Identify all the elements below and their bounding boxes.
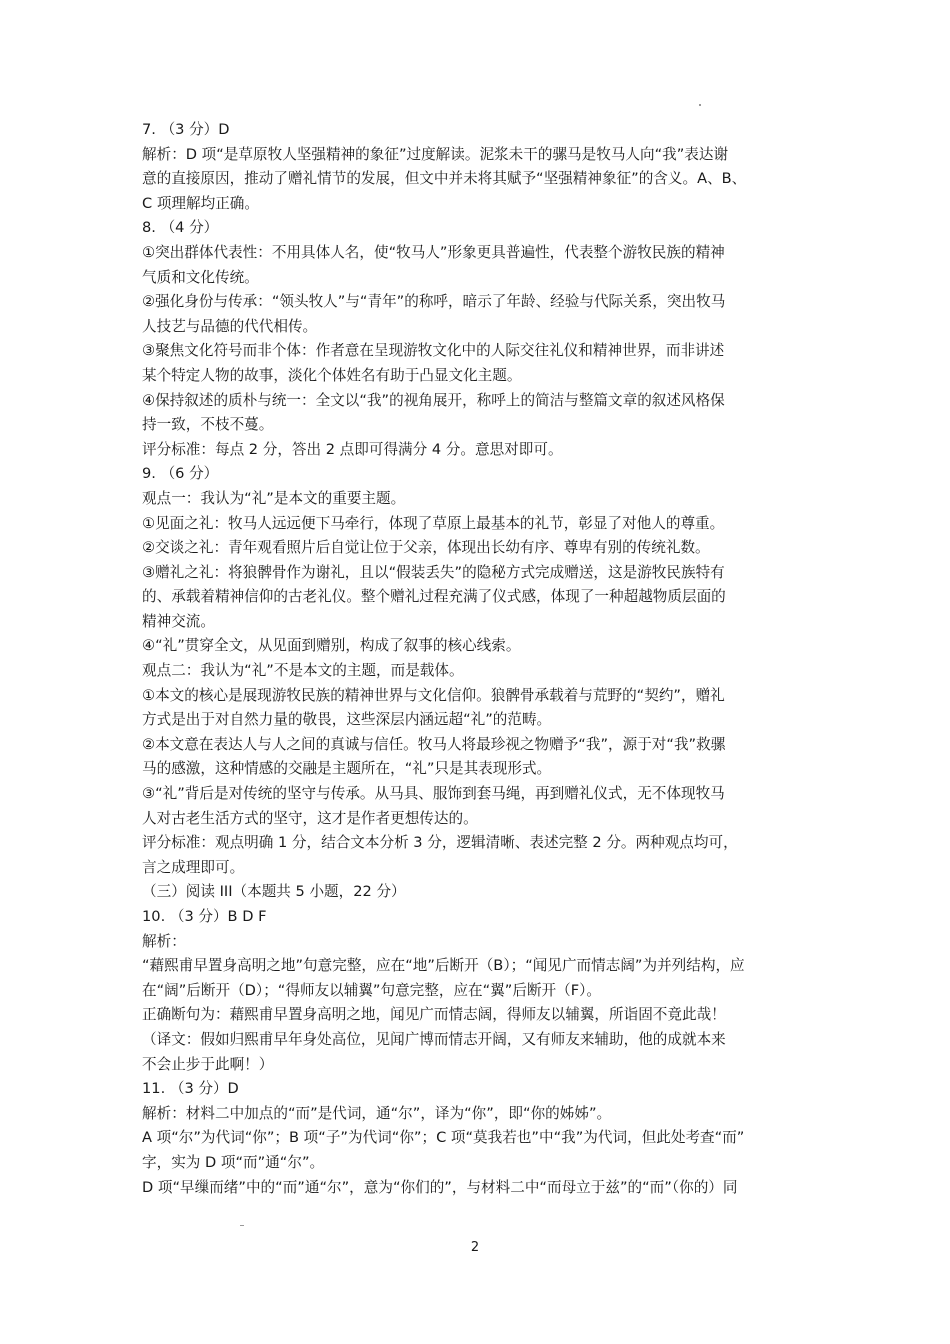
text-line: 某个特定人物的故事，淡化个体姓名有助于凸显文化主题。 — [142, 366, 522, 384]
scan-mark — [240, 1225, 244, 1226]
text-line: 马的感激，这种情感的交融是主题所在，“礼”只是其表现形式。 — [142, 760, 552, 778]
text-line: 11. （3 分）D — [142, 1080, 239, 1098]
text-line: 不会止步于此啊！） — [142, 1055, 274, 1073]
text-line: 字，实为 D 项“而”通“尔”。 — [142, 1153, 325, 1171]
text-line: 正确断句为：藉熙甫早置身高明之地，闻见广而情志阔，得师友以辅翼，所诣固不竟此哉！ — [142, 1006, 726, 1024]
text-line: 人对古老生活方式的坚守，这才是作者更想传达的。 — [142, 809, 478, 827]
text-line: 的、承载着精神信仰的古老礼仪。整个赠礼过程充满了仪式感，体现了一种超越物质层面的 — [142, 588, 726, 606]
text-line: 观点二：我认为“礼”不是本文的主题，而是载体。 — [142, 662, 464, 680]
text-line: ③赠礼之礼：将狼髀骨作为谢礼，且以“假装丢失”的隐秘方式完成赠送，这是游牧民族特有 — [142, 563, 725, 581]
text-line: ②本文意在表达人与人之间的真诚与信任。牧马人将最珍视之物赠予“我”，源于对“我”救骡 — [142, 735, 726, 753]
text-line: 意的直接原因，推动了赠礼情节的发展，但文中并未将其赋予“坚强精神象征”的含义。A、B、 — [142, 170, 747, 188]
text-line: 7. （3 分）D — [142, 121, 230, 138]
text-line: 精神交流。 — [142, 612, 215, 630]
text-line: 解析：D 项“是草原牧人坚强精神的象征”过度解读。泥浆未干的骡马是牧马人向“我”表达谢 — [142, 145, 729, 163]
text-line: ②强化身份与传承：“领头牧人”与“青年”的称呼，暗示了年龄、经验与代际关系，突出牧马 — [142, 293, 726, 311]
text-line: 持一致，不枝不蔓。 — [142, 416, 274, 434]
text-line: ①本文的核心是展现游牧民族的精神世界与文化信仰。狼髀骨承载着与荒野的“契约”，赠礼 — [142, 686, 725, 704]
text-line: A 项“尔”为代词“你”；B 项“子”为代词“你”；C 项“莫我若也”中“我”为代词，但此处考查“而” — [142, 1129, 745, 1147]
text-line: 观点一：我认为“礼”是本文的重要主题。 — [142, 489, 406, 507]
text-line: ①见面之礼：牧马人远远便下马牵行，体现了草原上最基本的礼节，彰显了对他人的尊重。 — [142, 514, 725, 532]
text-line: 人技艺与品德的代代相传。 — [142, 317, 318, 335]
answer-key-body — [142, 118, 812, 1200]
text-line: C 项理解均正确。 — [142, 194, 259, 212]
text-line: 解析： — [142, 932, 186, 950]
text-line: （译文：假如归熙甫早年身处高位，见闻广博而情志开阔，又有师友来辅助，他的成就本来 — [142, 1030, 726, 1048]
text-line: 8. （4 分） — [142, 219, 219, 237]
text-line: D 项“早缫而绪”中的“而”通“尔”，意为“你们的”，与材料二中“而母立于兹”的“而”（你的）同 — [142, 1178, 738, 1196]
text-line: ③“礼”背后是对传统的坚守与传承。从马具、服饰到套马绳，再到赠礼仪式，无不体现牧马 — [142, 785, 725, 803]
text-line: （三）阅读 III（本题共 5 小题，22 分） — [142, 883, 406, 901]
text-line: 言之成理即可。 — [142, 858, 245, 876]
page-number: 2 — [470, 1240, 480, 1255]
scan-mark — [699, 104, 701, 106]
text-line: 方式是出于对自然力量的敬畏，这些深层内涵远超“礼”的范畴。 — [142, 711, 552, 729]
text-line: 解析：材料二中加点的“而”是代词，通“尔”，译为“你”，即“你的姊姊”。 — [142, 1104, 612, 1122]
text-line: “藉熙甫早置身高明之地”句意完整，应在“地”后断开（B）；“闻见广而情志阔”为并列结构，应 — [142, 957, 745, 975]
text-line: ④保持叙述的质朴与统一：全文以“我”的视角展开，称呼上的简洁与整篇文章的叙述风格保 — [142, 391, 725, 409]
text-line: 10. （3 分）B D F — [142, 908, 267, 925]
text-line: ②交谈之礼：青年观看照片后自觉让位于父亲，体现出长幼有序、尊卑有别的传统礼数。 — [142, 539, 710, 557]
text-line: 9. （6 分） — [142, 465, 219, 483]
text-line: 评分标准：每点 2 分，答出 2 点即可得满分 4 分。意思对即可。 — [142, 440, 563, 458]
text-line: 评分标准：观点明确 1 分，结合文本分析 3 分，逻辑清晰、表述完整 2 分。两种观点均可， — [142, 834, 738, 852]
text-line: 在“阔”后断开（D）；“得师友以辅翼”句意完整，应在“翼”后断开（F）。 — [142, 981, 602, 999]
text-line: ①突出群体代表性：不用具体人名，使“牧马人”形象更具普遍性，代表整个游牧民族的精神 — [142, 243, 725, 261]
text-line: 气质和文化传统。 — [142, 268, 259, 286]
text-line: ③聚焦文化符号而非个体：作者意在呈现游牧文化中的人际交往礼仪和精神世界，而非讲述 — [142, 342, 725, 360]
text-line: ④“礼”贯穿全文，从见面到赠别，构成了叙事的核心线索。 — [142, 637, 521, 655]
